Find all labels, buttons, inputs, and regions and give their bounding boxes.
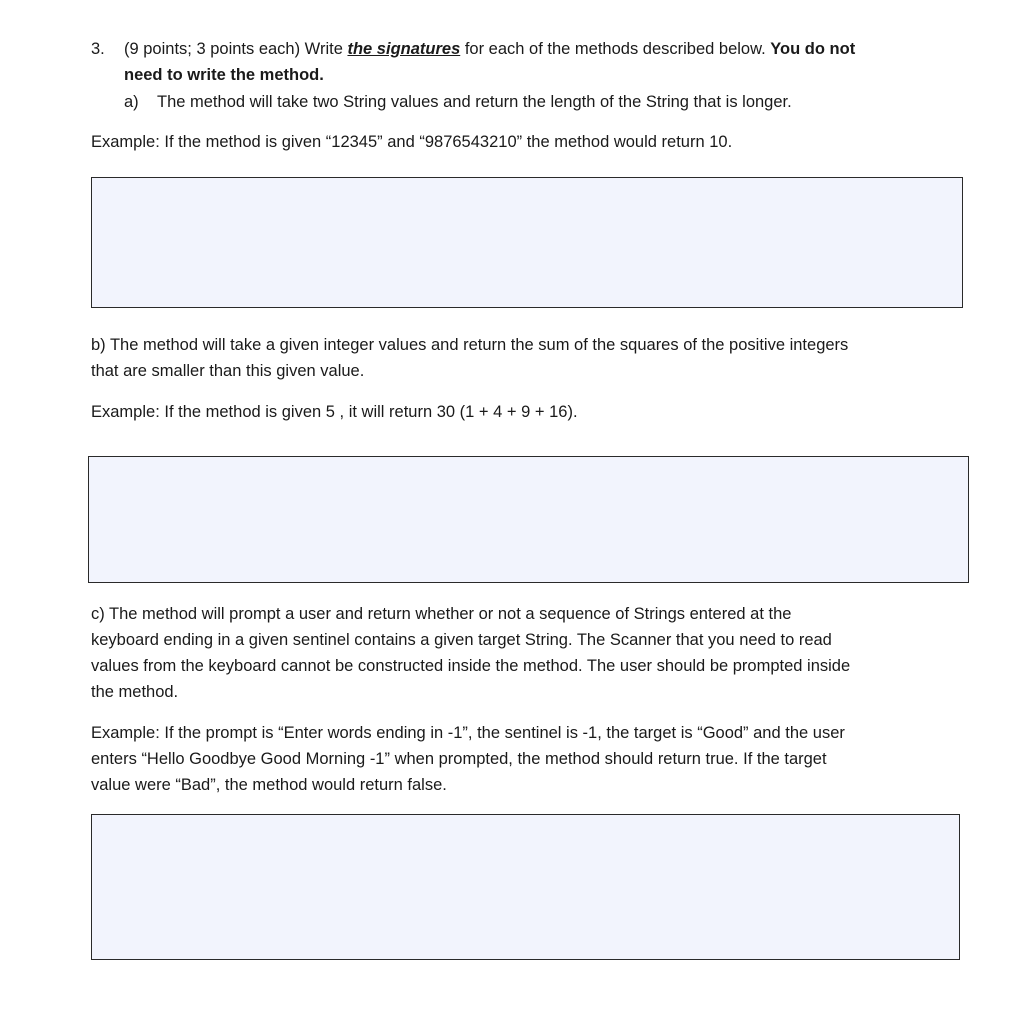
part-c-example-line-3: value were “Bad”, the method would return false. [91,776,447,794]
intro-bold-second: need to write the method. [124,66,324,84]
part-a-label: a) [124,93,139,111]
part-b-line-2: that are smaller than this given value. [91,362,365,380]
answer-box-c[interactable] [91,814,960,960]
part-a-example: Example: If the method is given “12345” and “9876543210” the method would return 10. [91,133,733,151]
part-a-text: The method will take two String values and return the length of the String that is longer. [157,93,792,111]
part-c-line-4: the method. [91,683,179,701]
answer-box-b[interactable] [88,456,969,583]
signatures-emphasis: the signatures [347,40,461,58]
part-c-example-line-1: Example: If the prompt is “Enter words ending in -1”, the sentinel is -1, the target is “Good” and the user [91,724,845,742]
part-c-example-line-2: enters “Hello Goodbye Good Morning -1” when prompted, the method should return true. If the target [91,750,827,768]
intro-bold-first: You do not [770,40,856,58]
question-intro [124,38,855,60]
intro-prefix: (9 points; 3 points each) Write [124,40,348,58]
intro-middle: for each of the methods described below. [460,40,771,58]
part-c-line-3: values from the keyboard cannot be constructed inside the method. The user should be prompted inside [91,657,851,675]
part-b-line-1: b) The method will take a given integer values and return the sum of the squares of the positive integers [91,336,849,354]
part-b-example: Example: If the method is given 5 , it will return 30 (1 + 4 + 9 + 16). [91,403,578,421]
part-c-line-1: c) The method will prompt a user and return whether or not a sequence of Strings entered at the [91,605,792,623]
question-number: 3. [91,40,105,58]
part-c-line-2: keyboard ending in a given sentinel contains a given target String. The Scanner that you need to read [91,631,832,649]
answer-box-a[interactable] [91,177,963,308]
